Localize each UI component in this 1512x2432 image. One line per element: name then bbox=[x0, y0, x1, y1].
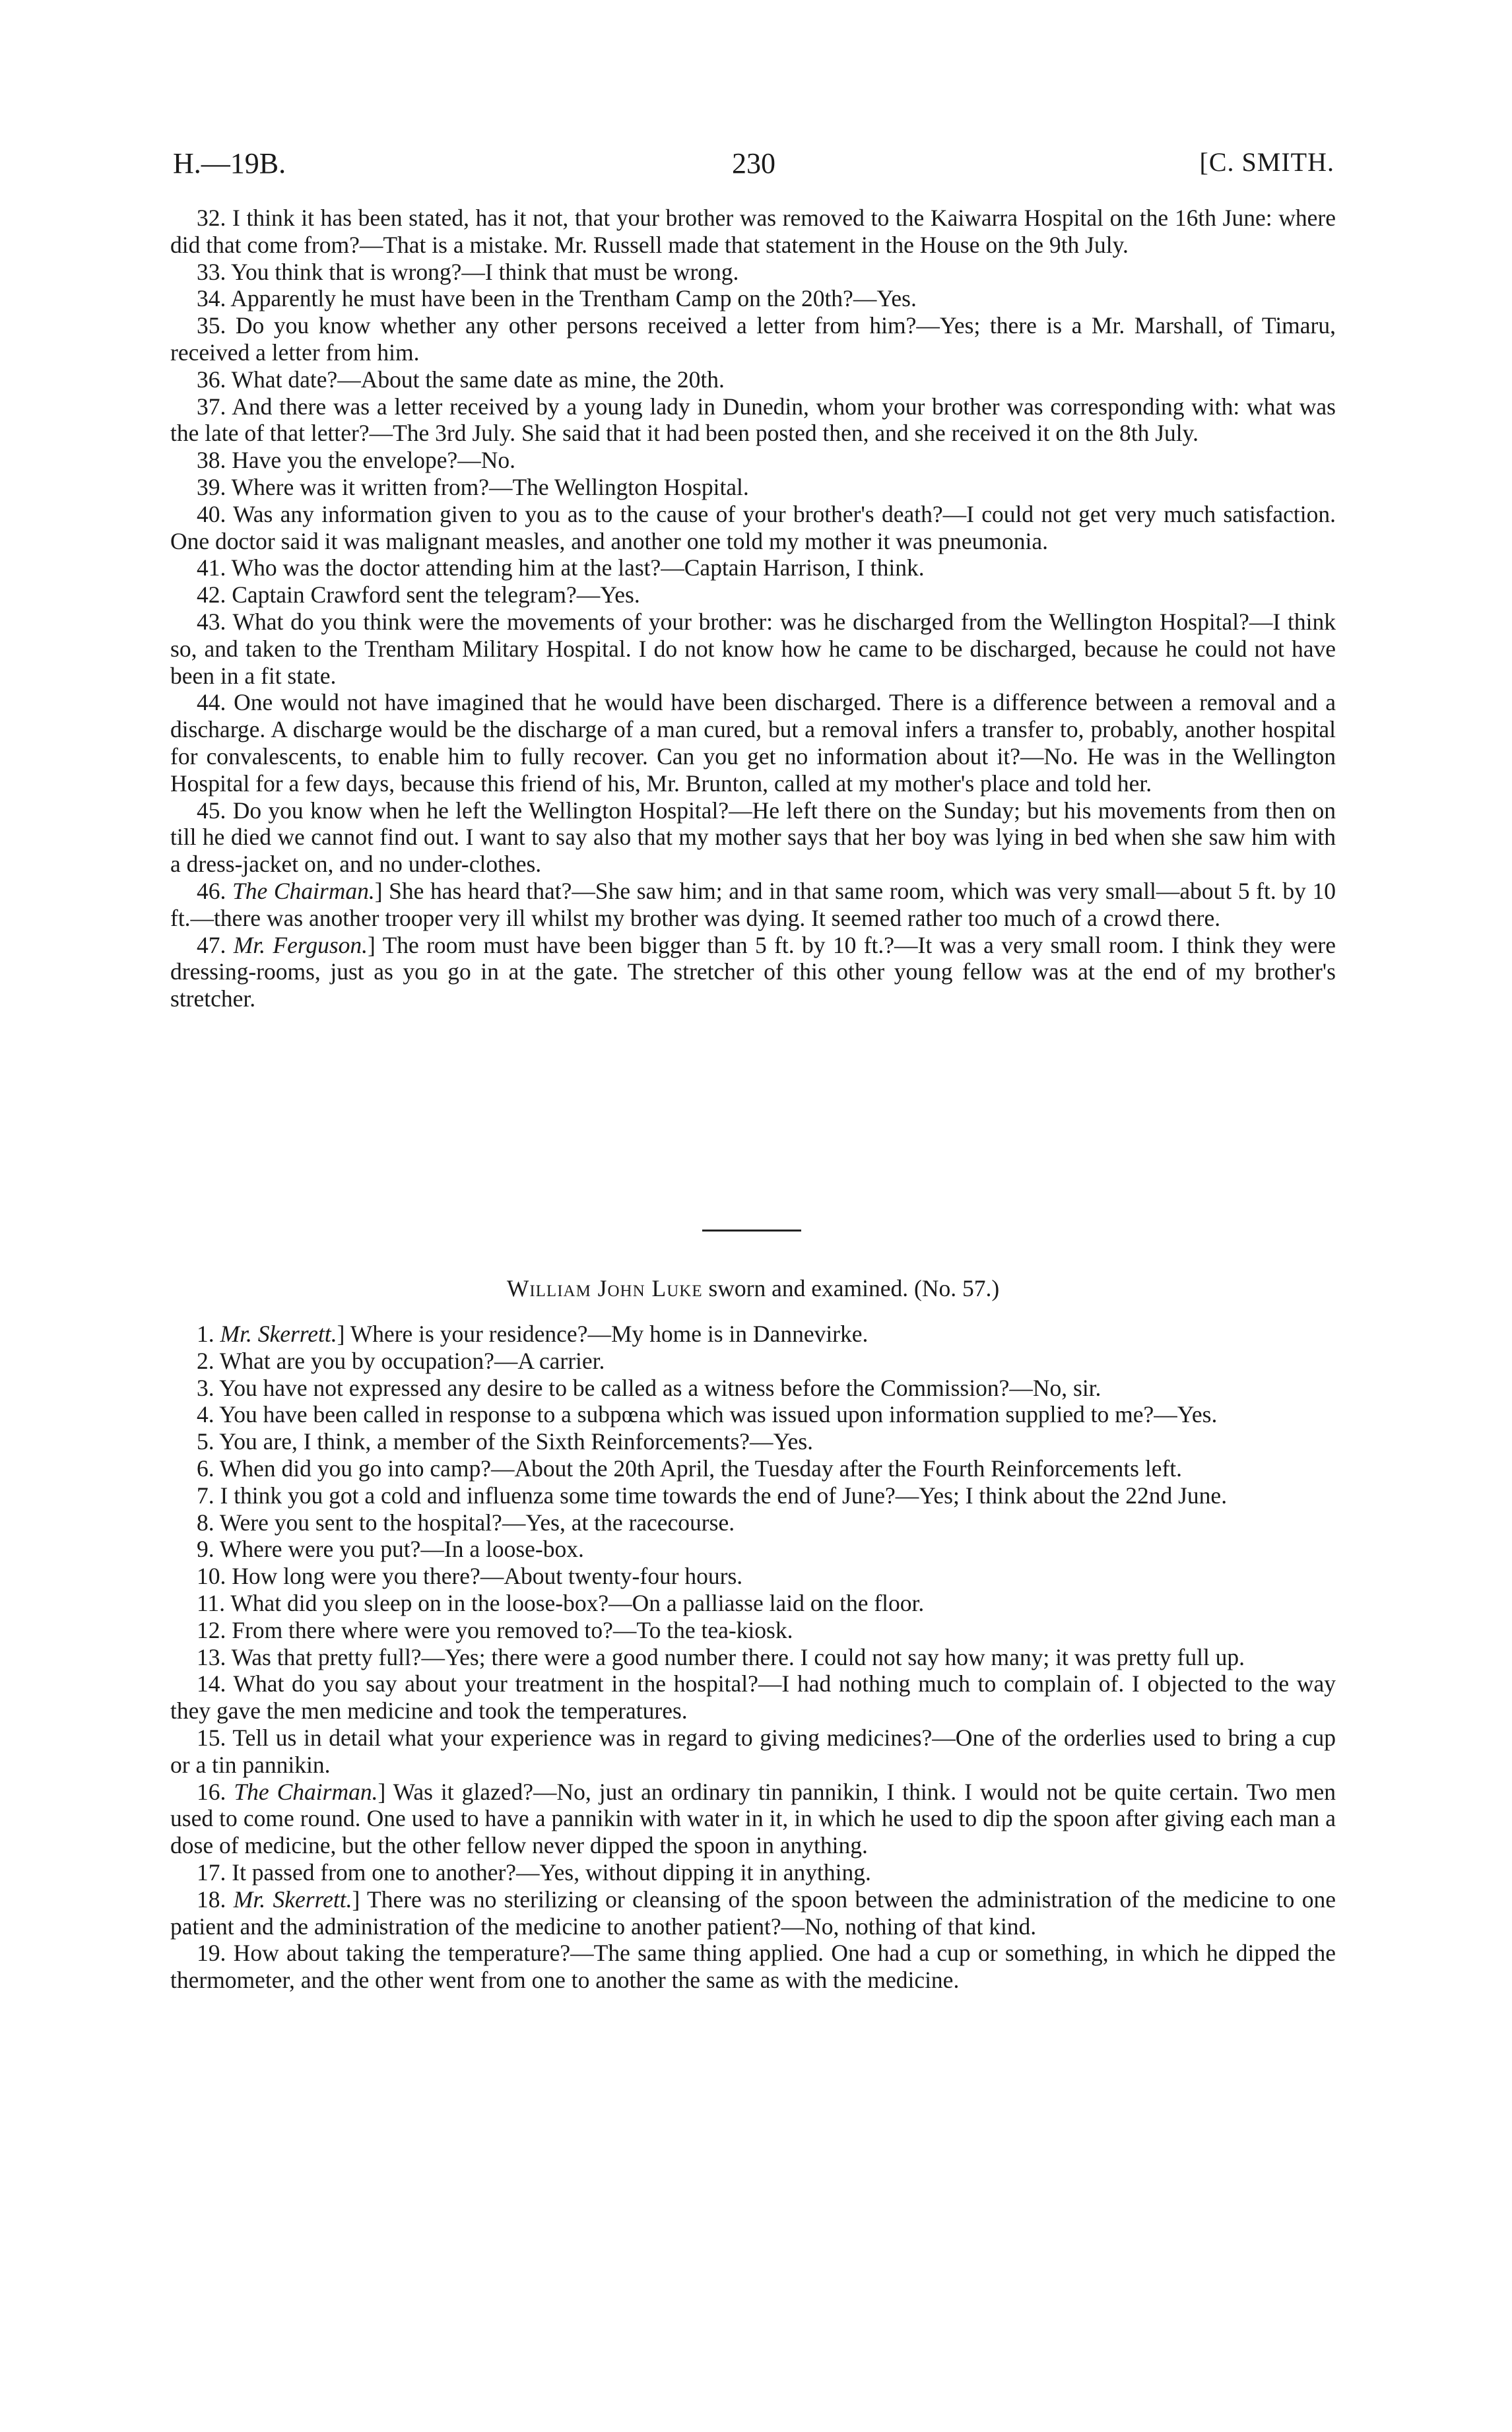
speaker-name: Mr. Ferguson. bbox=[233, 931, 368, 958]
question-33: 33. You think that is wrong?—I think that must be wrong. bbox=[197, 258, 739, 285]
question-6: 6. When did you go into camp?—About the 20th April, the Tuesday after the Fourth Reinforcements left. bbox=[197, 1455, 1183, 1482]
question-15: 15. Tell us in detail what your experience was in regard to giving medicines?—One of the orderlies used to bring a cup or a tin pannikin. bbox=[170, 1724, 1336, 1778]
question-36: 36. What date?—About the same date as mine, the 20th. bbox=[197, 366, 725, 393]
question-9: 9. Where were you put?—In a loose-box. bbox=[197, 1536, 584, 1563]
page-number: 230 bbox=[732, 147, 775, 180]
witness-heading-rest: sworn and examined. (No. 57.) bbox=[702, 1275, 1000, 1301]
question-1 bbox=[170, 1321, 1336, 1348]
witness-heading bbox=[170, 1275, 1336, 1301]
question-text: ] She has heard that?—She saw him; and in that same room, which was very small—about 5 ft. by 10 ft.—there was another trooper very ill whilst my brother was dying. It seemed rather too much of a crowd there. bbox=[170, 877, 1336, 931]
report-reference: H.—19B. bbox=[173, 147, 286, 180]
question-42: 42. Captain Crawford sent the telegram?—Yes. bbox=[197, 581, 640, 608]
question-32: 32. I think it has been stated, has it not, that your brother was removed to the Kaiwarra Hospital on the 16th June: where did that come from?—That is a mistake. Mr. Russell made that statement in the House on the 9th July. bbox=[170, 205, 1336, 258]
question-18 bbox=[170, 1886, 1336, 1940]
question-35: 35. Do you know whether any other persons received a letter from him?—Yes; there is a Mr. Marshall, of Timaru, received a letter from him. bbox=[170, 312, 1336, 366]
question-41: 41. Who was the doctor attending him at the last?—Captain Harrison, I think. bbox=[197, 554, 925, 581]
speaker-name: Mr. Skerrett. bbox=[220, 1321, 337, 1347]
question-text: ] Where is your residence?—My home is in Dannevirke. bbox=[337, 1321, 869, 1347]
question-text: ] The room must have been bigger than 5 ft. by 10 ft.?—It was a very small room. I think they were dressing-rooms, just as you go in at the gate. The stretcher of this other young fellow was at the end of my brother's stretcher. bbox=[170, 931, 1336, 1012]
question-34: 34. Apparently he must have been in the Trentham Camp on the 20th?—Yes. bbox=[197, 285, 917, 312]
question-number: 46. bbox=[197, 877, 226, 904]
speaker-name: Mr. Skerrett. bbox=[233, 1886, 352, 1913]
question-10: 10. How long were you there?—About twenty-four hours. bbox=[197, 1563, 743, 1590]
question-11: 11. What did you sleep on in the loose-box?—On a palliasse laid on the floor. bbox=[197, 1589, 925, 1616]
witness-name: William John Luke bbox=[506, 1275, 703, 1301]
question-47 bbox=[170, 932, 1336, 1012]
section-divider bbox=[702, 1230, 801, 1232]
question-39: 39. Where was it written from?—The Wellington Hospital. bbox=[197, 473, 749, 500]
question-text: ] There was no sterilizing or cleansing of the spoon between the administration of the medicine to one patient and the administration of the medicine to another patient?—No, nothing of that kind. bbox=[170, 1886, 1336, 1940]
testimony-section-2 bbox=[170, 1321, 1336, 1994]
question-8: 8. Were you sent to the hospital?—Yes, at the racecourse. bbox=[197, 1509, 735, 1536]
question-7: 7. I think you got a cold and influenza some time towards the end of June?—Yes; I think about the 22nd June. bbox=[197, 1482, 1228, 1509]
question-2: 2. What are you by occupation?—A carrier. bbox=[197, 1347, 605, 1374]
question-43: 43. What do you think were the movements of your brother: was he discharged from the Wellington Hospital?—I think so, and taken to the Trentham Military Hospital. I do not know how he came to be discharged, because he could not have been in a fit state. bbox=[170, 608, 1336, 689]
question-4: 4. You have been called in response to a subpœna which was issued upon information supplied to me?—Yes. bbox=[197, 1401, 1218, 1428]
question-44: 44. One would not have imagined that he would have been discharged. There is a difference between a removal and a discharge. A discharge would be the discharge of a man cured, but a removal infers a transfer to, probably, another hospital for convalescents, to enable him to fully recover. Can you get no information about it?—No. He was in the Wellington Hospital for a few days, because this friend of his, Mr. Brunton, called at my mother's place and told her. bbox=[170, 689, 1336, 797]
speaker-name: The Chairman. bbox=[232, 877, 375, 904]
question-45: 45. Do you know when he left the Wellington Hospital?—He left there on the Sunday; but his movements from then on till he died we cannot find out. I want to say also that my mother says that her boy was lying in bed when she saw him with a dress-jacket on, and no under-clothes. bbox=[170, 797, 1336, 878]
question-number: 47. bbox=[197, 931, 226, 958]
question-19: 19. How about taking the temperature?—The same thing applied. One had a cup or something, in which he dipped the thermometer, and the other went from one to another the same as with the medicine. bbox=[170, 1940, 1336, 1994]
question-38: 38. Have you the envelope?—No. bbox=[197, 447, 516, 474]
page-header bbox=[173, 147, 1334, 186]
question-37: 37. And there was a letter received by a young lady in Dunedin, whom your brother was corresponding with: what was the late of that letter?—The 3rd July. She said that it had been posted then, and she received it on the 8th July. bbox=[170, 393, 1336, 447]
question-14: 14. What do you say about your treatment in the hospital?—I had nothing much to complain of. I objected to the way they gave the men medicine and took the temperatures. bbox=[170, 1670, 1336, 1725]
question-5: 5. You are, I think, a member of the Sixth Reinforcements?—Yes. bbox=[197, 1428, 814, 1455]
question-40: 40. Was any information given to you as to the cause of your brother's death?—I could not get very much satisfaction. One doctor said it was malignant measles, and another one told my mother it was pneumonia. bbox=[170, 500, 1336, 554]
question-46 bbox=[170, 878, 1336, 932]
question-12: 12. From there where were you removed to?—To the tea-kiosk. bbox=[197, 1616, 793, 1643]
witness-running-head: [C. SMITH. bbox=[1199, 147, 1334, 177]
question-number: 16. bbox=[197, 1778, 226, 1805]
question-number: 1. bbox=[197, 1321, 214, 1347]
question-number: 18. bbox=[197, 1886, 226, 1913]
speaker-name: The Chairman. bbox=[234, 1778, 378, 1805]
question-text: ] Was it glazed?—No, just an ordinary tin pannikin, I think. I would not be quite certain. Two men used to come round. One used to have a pannikin with water in it, in which he used to dip the spoon after giving each man a dose of medicine, but the other fellow never dipped the spoon in anything. bbox=[170, 1778, 1336, 1859]
question-16 bbox=[170, 1779, 1336, 1859]
question-17: 17. It passed from one to another?—Yes, without dipping it in anything. bbox=[197, 1858, 871, 1886]
question-13: 13. Was that pretty full?—Yes; there were a good number there. I could not say how many; it was pretty full up. bbox=[197, 1643, 1245, 1670]
question-3: 3. You have not expressed any desire to be called as a witness before the Commission?—No, sir. bbox=[197, 1374, 1101, 1401]
testimony-section-1 bbox=[170, 205, 1336, 1012]
